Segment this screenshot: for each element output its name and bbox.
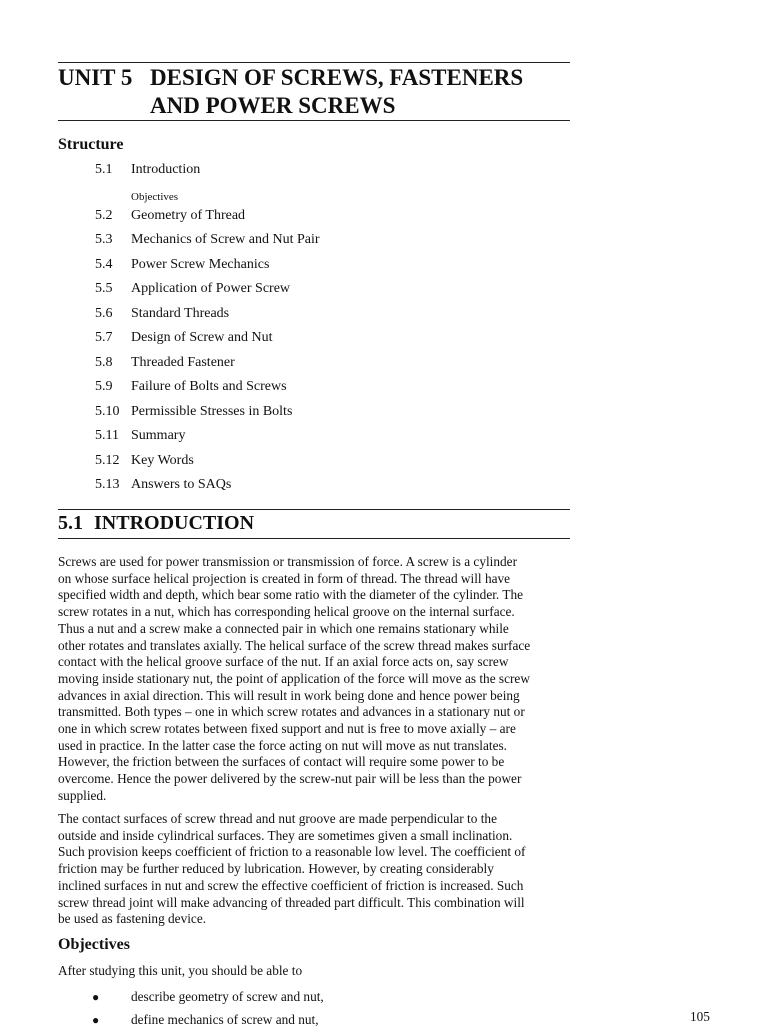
section-title: INTRODUCTION bbox=[94, 512, 255, 534]
toc-item-number: 5.4 bbox=[95, 256, 113, 272]
toc-item-label: Summary bbox=[131, 428, 186, 443]
paragraph-line: Such provision keeps coefficient of friction to a reasonable low level. The coefficient of bbox=[58, 844, 526, 860]
toc-item[interactable] bbox=[95, 255, 320, 280]
toc-item[interactable] bbox=[95, 304, 320, 329]
toc-item-label: Standard Threads bbox=[131, 305, 230, 321]
paragraph-line: be used as fastening device. bbox=[58, 911, 207, 927]
title-rule-top bbox=[58, 62, 570, 63]
toc-item[interactable] bbox=[95, 206, 320, 231]
section-number: 5.1 bbox=[58, 512, 83, 534]
section-rule-top bbox=[58, 509, 570, 510]
unit-title-line1: DESIGN OF SCREWS, FASTENERS bbox=[150, 65, 524, 90]
toc-item[interactable] bbox=[95, 402, 320, 427]
paragraph-line: transmitted. Both types – one in which screw rotates and advances in a stationary nut or bbox=[58, 704, 525, 720]
section-rule-bottom bbox=[58, 538, 570, 539]
toc-item-number: 5.12 bbox=[95, 452, 120, 468]
toc-item-label: Design of Screw and Nut bbox=[131, 330, 273, 345]
toc-item-number: 5.3 bbox=[95, 232, 113, 247]
list-item-text: describe geometry of screw and nut, bbox=[131, 989, 324, 1004]
section-heading bbox=[58, 512, 254, 535]
toc-item-number: 5.2 bbox=[95, 207, 113, 223]
paragraph-line: one in which screw rotates between fixed support and nut is free to move axially – are bbox=[58, 721, 516, 737]
toc-item-number: 5.13 bbox=[95, 477, 120, 492]
toc-item-label: Mechanics of Screw and Nut Pair bbox=[131, 232, 320, 247]
paragraph-line: contact with the helical groove surface of the nut. If an axial force acts on, say screw bbox=[58, 654, 509, 670]
toc-item-label: Failure of Bolts and Screws bbox=[131, 379, 287, 394]
bullet-icon: ● bbox=[92, 990, 100, 1004]
unit-number: UNIT 5 bbox=[58, 65, 133, 90]
toc-item[interactable] bbox=[95, 353, 320, 378]
toc-item-label: Introduction bbox=[131, 162, 201, 177]
paragraph-line: screw thread joint will make advancing of threaded part difficult. This combination will bbox=[58, 894, 525, 910]
objectives-list bbox=[92, 989, 324, 1035]
paragraph-line: used in practice. In the latter case the force acting on nut will move as nut translates. bbox=[58, 737, 507, 753]
toc-item-number: 5.9 bbox=[95, 379, 113, 394]
paragraph-line: other rotates and translates axially. The helical surface of the screw thread makes surface bbox=[58, 637, 531, 653]
toc-item-number: 5.8 bbox=[95, 354, 113, 370]
paragraph-line: friction may be further reduced by lubrication. However, by creating considerably bbox=[58, 861, 494, 877]
bullet-icon: ● bbox=[92, 1013, 100, 1027]
toc-item-number: 5.10 bbox=[95, 403, 120, 419]
objectives-intro: After studying this unit, you should be able to bbox=[58, 963, 303, 978]
paragraph-line: moving inside stationary nut, the point of application of the force will move as the screw bbox=[58, 670, 530, 686]
paragraph-line: specified width and depth, which bear some ratio with the diameter of the cylinder. The bbox=[58, 587, 524, 603]
page-number: 105 bbox=[690, 1009, 710, 1024]
paragraph-line: outside and inside cylindrical surfaces. They are sometimes given a small inclination. bbox=[58, 827, 513, 843]
toc-item-label: Key Words bbox=[131, 452, 194, 468]
paragraph-line: Screws are used for power transmission or transmission of force. A screw is a cylinder bbox=[58, 554, 517, 569]
list-item-text: define mechanics of screw and nut, bbox=[131, 1012, 319, 1027]
toc-item-number: 5.11 bbox=[95, 428, 119, 443]
paragraph-line: Thus a nut and a screw make a connected pair in which one remains stationary while bbox=[58, 620, 509, 636]
toc-subitem-label: Objectives bbox=[131, 190, 179, 203]
paragraph-line: advances in axial direction. This will result in work being done and hence power being bbox=[58, 687, 520, 703]
toc-item-number: 5.7 bbox=[95, 330, 113, 345]
paragraph-line: on whose surface helical projection is created in form of thread. The thread will have bbox=[58, 570, 511, 586]
structure-list bbox=[95, 160, 320, 500]
paragraph-line: overcome. Hence the power delivered by the screw-nut pair will be less than the power bbox=[58, 771, 522, 787]
unit-title bbox=[58, 64, 578, 120]
paragraph-line: The contact surfaces of screw thread and nut groove are made perpendicular to the bbox=[58, 811, 497, 826]
structure-heading: Structure bbox=[58, 136, 124, 153]
toc-item[interactable] bbox=[95, 160, 320, 185]
title-rule-bottom bbox=[58, 120, 570, 121]
toc-item-label: Power Screw Mechanics bbox=[131, 256, 270, 272]
paragraph-line: However, the friction between the surfaces of contact will require some power to be bbox=[58, 754, 505, 770]
paragraph-line: supplied. bbox=[58, 787, 107, 803]
intro-paragraph-2 bbox=[58, 811, 570, 928]
paragraph-line: screw rotates in a nut, which has corresponding helical groove on the internal surface. bbox=[58, 604, 515, 620]
toc-item[interactable] bbox=[95, 426, 320, 451]
toc-item-number: 5.1 bbox=[95, 162, 113, 177]
toc-item-number: 5.5 bbox=[95, 281, 113, 296]
toc-item[interactable] bbox=[95, 377, 320, 402]
objectives-heading: Objectives bbox=[58, 936, 130, 953]
toc-item[interactable] bbox=[95, 475, 320, 500]
intro-paragraph-1 bbox=[58, 554, 570, 805]
unit-title-line2: AND POWER SCREWS bbox=[150, 93, 396, 118]
toc-item-label: Threaded Fastener bbox=[131, 354, 235, 370]
toc-item[interactable] bbox=[95, 279, 320, 304]
toc-item[interactable] bbox=[95, 328, 320, 353]
toc-item-label: Permissible Stresses in Bolts bbox=[131, 403, 293, 419]
toc-item[interactable] bbox=[95, 451, 320, 476]
toc-item-label: Geometry of Thread bbox=[131, 207, 246, 223]
toc-item-number: 5.6 bbox=[95, 305, 113, 321]
paragraph-line: inclined surfaces in nut and screw the effective coefficient of friction is increased. Such bbox=[58, 877, 524, 893]
toc-subitem[interactable] bbox=[95, 185, 320, 206]
toc-item-label: Answers to SAQs bbox=[131, 477, 232, 492]
list-item bbox=[92, 989, 324, 1012]
toc-item[interactable] bbox=[95, 230, 320, 255]
toc-item-label: Application of Power Screw bbox=[131, 281, 291, 296]
